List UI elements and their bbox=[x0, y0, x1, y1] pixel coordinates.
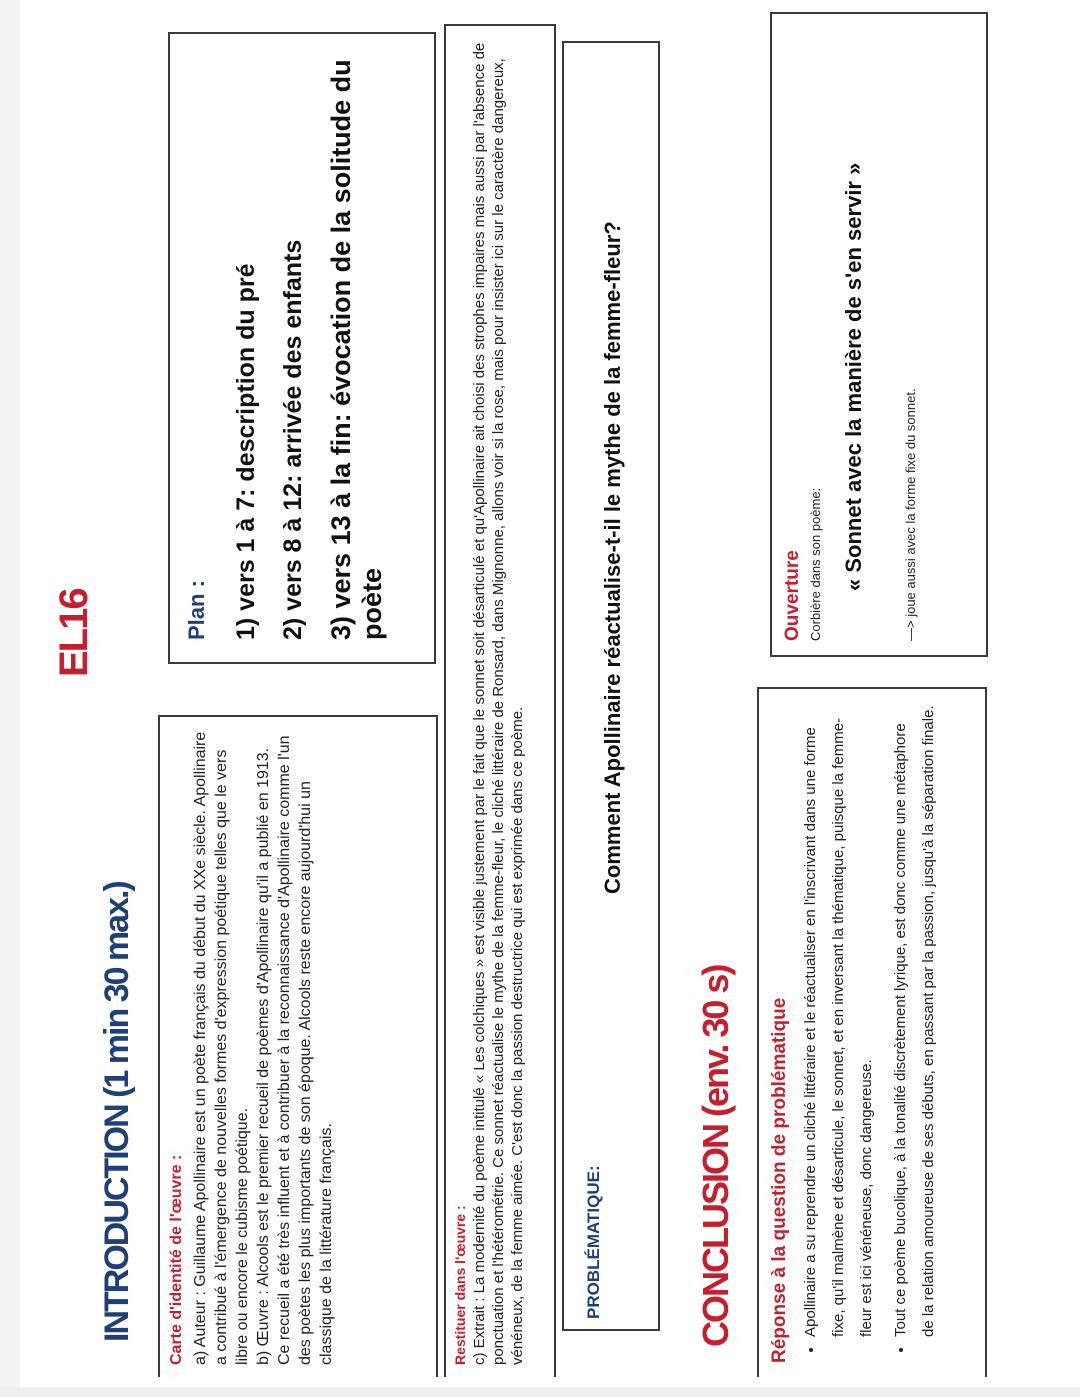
restituer-label: Restituer dans l'œuvre : bbox=[452, 1205, 468, 1365]
document-code: EL16 bbox=[52, 589, 96, 677]
plan-label: Plan : bbox=[184, 580, 209, 640]
reponse-box bbox=[757, 687, 987, 1377]
conclusion-heading: CONCLUSION (env. 30 s) bbox=[695, 965, 736, 1347]
problematique-question: Comment Apollinaire réactualise-t-il le mythe de la femme-fleur? bbox=[600, 221, 625, 894]
plan-item-3: 3) vers 13 à la fin: évocation de la solitude du poète bbox=[326, 59, 387, 640]
carte-oeuvre-text: b) Œuvre : Alcools est le premier recueil de poèmes d'Apollinaire qu'il a publié en 1913. Ce recueil a été très influent et à contribuer à la reconnaissance d'Apollinaire comme l'un des poètes les plus importants de son époque. Alcools reste encore aujourd'hui un classique de la littérature français. bbox=[255, 735, 335, 1365]
introduction-heading: INTRODUCTION (1 min 30 max.) bbox=[98, 882, 136, 1342]
reponse-bullets bbox=[797, 703, 943, 1363]
ouverture-quote: « Sonnet avec la manière de s'en servir » bbox=[841, 162, 866, 591]
carte-identite-box bbox=[158, 715, 438, 1377]
plan-item-1: 1) vers 1 à 7: description du pré bbox=[232, 263, 260, 640]
ouverture-note: —> joue aussi avec la forme fixe du sonnet. bbox=[903, 388, 918, 641]
carte-auteur-text: a) Auteur : Guillaume Apollinaire est un poète français du début du XXe siècle. Apollinaire a contribué à l'émergence de nouvelles formes d'expression poétique telles que le vers libre ou encore le cubisme poétique. bbox=[192, 731, 251, 1365]
ouverture-intro: Corbière dans son poème: bbox=[808, 487, 823, 641]
carte-identite-label: Carte d'identité de l'œuvre : bbox=[168, 1154, 185, 1365]
reponse-label: Réponse à la question de problématique bbox=[769, 997, 790, 1363]
plan-box bbox=[168, 32, 436, 664]
problematique-box bbox=[562, 41, 660, 1331]
problematique-label: PROBLÉMATIQUE: bbox=[584, 1165, 603, 1319]
plan-item-2: 2) vers 8 à 12: arrivée des enfants bbox=[279, 239, 307, 640]
ouverture-box bbox=[770, 12, 988, 657]
ouverture-label: Ouverture bbox=[782, 550, 803, 641]
reponse-bullet-1: • Apollinaire a su reprendre un cliché littéraire et le réactualiser en l'inscrivant dans une forme fixe, qu'il malmène et désarticule, le sonnet, et en inversant la thématique, puisque la femme-fleur est ici vénéneuse, donc dangereuse. bbox=[797, 703, 881, 1337]
reponse-bullet-2: • Tout ce poème bucolique, à la tonalité discrètement lyrique, est donc comme une métaphore de la relation amoureuse de ses débuts, en passant par la passion, jusqu'à la séparation finale. bbox=[887, 703, 943, 1337]
restituer-text: c) Extrait : La modernité du poème intitulé « Les colchiques » est visible justement par le fait que le sonnet soit désarticulé et qu'Apollinaire ait choisi des strophes impaires mais aussi par l'absence de ponctuation et l'hétérométrie. Ce sonnet réactualise le mythe de la femme-fleur, le cliché littéraire de Ronsard, dans Mignonne, allons voir si la rose, mais pour insister ici sur le caractère dangereux, vénéneux, de la femme aimée. C'est donc la passion destructrice qui est exprimée dans ce poème. bbox=[471, 42, 526, 1365]
restituer-box bbox=[444, 24, 556, 1377]
